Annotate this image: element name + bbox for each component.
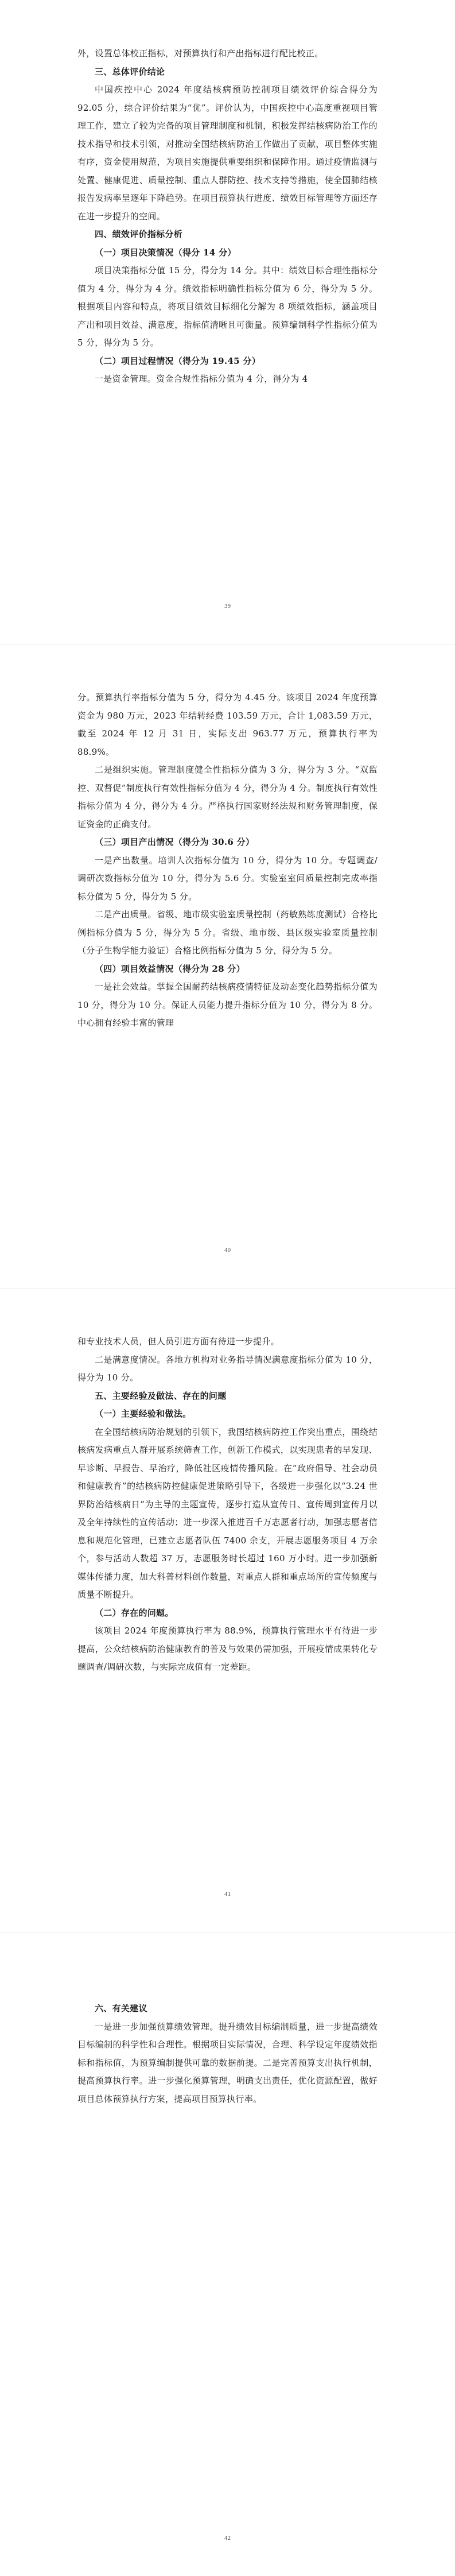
- subsection-heading: （三）项目产出情况（得分为 30.6 分）: [95, 837, 255, 847]
- section-heading: 六、有关建议: [95, 2003, 147, 2014]
- body-paragraph: 二是产出质量。省级、地市级实验室质量控制（药敏熟练度测试）合格比例指标分值为 5 分，得分为 5 分。省级、地市级、县区级实验室质量控制（分子生物学能力验证）合格比例指标分值为 5 分，得分为 5 分。: [77, 909, 378, 956]
- page-content: [77, 45, 378, 389]
- section-heading: 四、绩效评价指标分析: [95, 229, 183, 239]
- page-number: 39: [224, 603, 231, 610]
- body-paragraph: 项目决策指标分值 15 分，得分为 14 分。其中：绩效目标合理性指标分值为 4 分，得分为 4 分。绩效指标明确性指标分值为 6 分，得分为 5 分。根据项目内容和特点，将项目绩效目标细化分解为 8 项绩效指标，涵盖项目产出和项目效益、满意度，指标值清晰且可衡量。预算编制科学性指标分值为 5 分，得分为 5 分。: [77, 265, 378, 348]
- body-paragraph: 在全国结核病防治规划的引领下，我国结核病防控工作突出重点，围绕结核病发病重点人群开展系统筛查工作，创新工作模式，以实现患者的早发现、早诊断、早报告、早治疗，降低社区疫情传播风险。在“政府倡导、社会动员和健康教育”的结核病防控健康促进策略引导下，各级进一步强化以“3.24 世界防治结核病日”为主导的主题宣传，逐步打造从宣传日、宣传周到宣传月以及全年持续性的宣传活动；进一步深入推进百千万志愿者行动，加强志愿者信息和规范化管理，已建立志愿者队伍 7400 余支，开展志愿服务项目 4 万余个，参与活动人数超 37 万，志愿服务时长超过 160 万小时。进一步加强新媒体传播力度，加大科普材料创作数量，对重点人群和重点场所的宣传频度与质量不断提升。: [77, 1426, 378, 1600]
- section-heading: 三、总体评价结论: [95, 66, 165, 77]
- page-number: 42: [224, 2535, 231, 2542]
- body-paragraph: 一是进一步加强预算绩效管理。提升绩效目标编制质量，进一步提高绩效目标编制的科学性和合理性。根据项目实际情况，合理、科学设定年度绩效指标和指标值，为预算编制提供可靠的数据前提。二是完善预算支出执行机制，提高预算执行率。进一步强化预算管理，明确支出责任，优化资源配置，做好项目总体预算执行方案，提高项目预算执行率。: [77, 2021, 378, 2104]
- subsection-heading: （一）项目决策情况（得分 14 分）: [95, 247, 236, 258]
- page-divider: [0, 644, 455, 645]
- body-paragraph: 一是产出数量。培训人次指标分值为 10 分，得分为 10 分。专题调查/调研次数指标分值为 10 分，得分为 5.6 分。实验室室间质量控制完成率指标分值为 5 分，得分为 5 分。: [77, 855, 378, 902]
- body-paragraph: 外，设置总体校正指标，对预算执行和产出指标进行配比校正。: [77, 48, 324, 59]
- subsection-heading: （二）项目过程情况（得分为 19.45 分）: [95, 355, 261, 366]
- body-paragraph: 中国疾控中心 2024 年度结核病预防控制项目绩效评价综合得分为 92.05 分，综合评价结果为“优”。评价认为，中国疾控中心高度重视项目管理工作，建立了较为完备的项目管理制度和机制，积极发挥结核病防治工作的技术指导和技术引领，对推动全国结核病防治工作做出了贡献，项目整体实施有序，资金使用规范，为项目实施提供重要组织和保障作用。通过疫情监测与处置、健康促进、质量控制、重点人群防控、技术支持等措施，使全国肺结核报告发病率呈逐年下降趋势。在项目预算执行进度、绩效目标管理等方面还存在进一步提升的空间。: [77, 84, 378, 222]
- body-paragraph: 二是满意度情况。各地方机构对业务指导情况满意度指标分值为 10 分，得分为 10 分。: [77, 1354, 378, 1383]
- subsection-heading: （一）主要经验和做法。: [95, 1409, 192, 1419]
- body-paragraph: 和专业技术人员，但人员引进方面有待进一步提升。: [77, 1336, 279, 1347]
- page-content: [77, 689, 378, 1033]
- document-page: [0, 0, 455, 644]
- body-paragraph: 一是资金管理。资金合规性指标分值为 4 分，得分为 4: [95, 374, 308, 384]
- page-divider: [0, 1288, 455, 1289]
- document-page: [0, 1288, 455, 1932]
- subsection-heading: （二）存在的问题。: [95, 1607, 174, 1618]
- section-heading: 五、主要经验及做法、存在的问题: [95, 1390, 227, 1401]
- page-divider: [0, 1932, 455, 1933]
- document-page: [0, 644, 455, 1288]
- body-paragraph: 该项目 2024 年度预算执行率为 88.9%，预算执行管理水平有待进一步提高，公众结核病防治健康教育的普及与效果仍需加强，开展疫情成果转化专题调查/调研次数，与实际完成值有一定差距。: [77, 1625, 378, 1672]
- page-content: [77, 2000, 378, 2108]
- body-paragraph: 二是组织实施。管理制度健全性指标分值为 3 分，得分为 3 分。“双监控、双督促”制度执行有效性指标分值为 4 分，得分为 4 分。制度执行有效性指标分值为 4 分，得分为 4 分。严格执行国家财经法规和财务管理制度，保证资金的正确支付。: [77, 765, 378, 829]
- page-number: 41: [224, 1891, 231, 1898]
- document-page: [0, 1932, 455, 2576]
- body-paragraph: 分。预算执行率指标分值为 5 分，得分为 4.45 分。该项目 2024 年度预算资金为 980 万元，2023 年结转经费 103.59 万元，合计 1,083.59 万元，截至 2024 年 12 月 31 日，实际支出 963.77 万元，预算执行率为 88.9%。: [77, 692, 378, 757]
- body-paragraph: 一是社会效益。掌握全国耐药结核病疫情特征及动态变化趋势指标分值为 10 分，得分为 10 分。保证人员能力提升指标分值为 10 分，得分为 8 分。中心拥有经验丰富的管理: [77, 981, 378, 1028]
- subsection-heading: （四）项目效益情况（得分为 28 分）: [95, 963, 246, 974]
- page-number: 40: [224, 1247, 231, 1254]
- page-content: [77, 1333, 378, 1677]
